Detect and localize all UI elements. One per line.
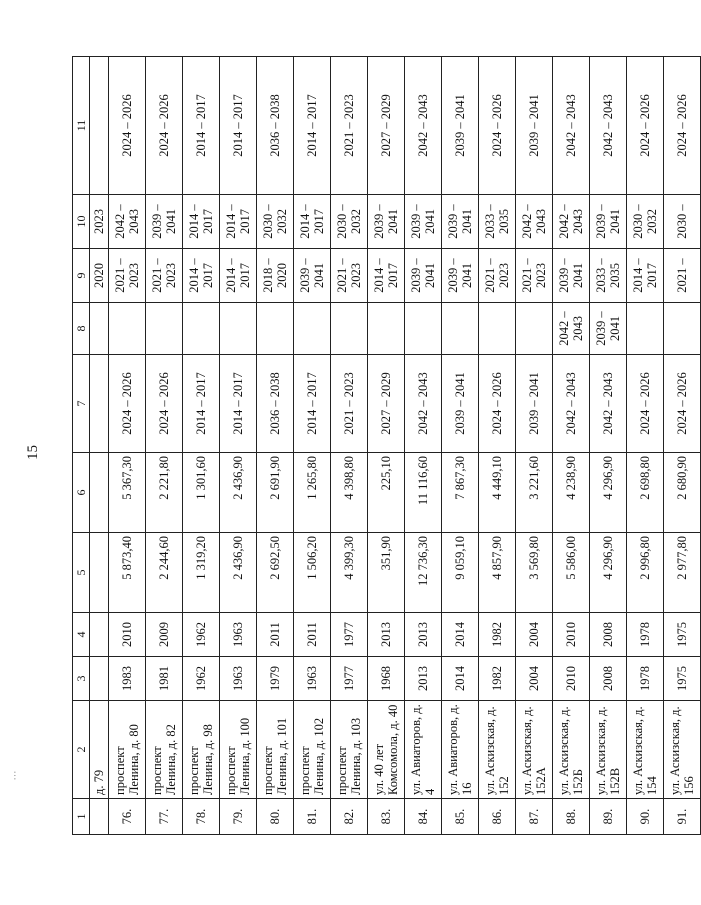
period-start: 2014 – [372, 258, 386, 293]
column-header: 8 [73, 303, 90, 355]
table-cell-period [183, 195, 220, 249]
table-cell-year: 2011 [257, 613, 294, 657]
period-start: 2039 – [446, 204, 460, 239]
period-start: 2021 – [150, 258, 164, 293]
table-cell-year: 1975 [664, 613, 701, 657]
table-cell-address: ул. Аскизская, д. 152А [516, 701, 553, 799]
period-end: 2041 [608, 316, 622, 341]
table-cell [90, 355, 109, 453]
table-cell-area: 4 238,90 [553, 453, 590, 533]
row-number: 82. [331, 799, 368, 835]
table-cell-period [109, 195, 146, 249]
row-number: 86. [479, 799, 516, 835]
table-cell-period [664, 303, 701, 355]
period-end: 2017 [312, 209, 326, 234]
column-header: 3 [73, 657, 90, 701]
table-cell-year: 2013 [405, 613, 442, 657]
table-cell-year: 1981 [146, 657, 183, 701]
table-cell [90, 533, 109, 613]
table-cell-period: 2039 – 2041 [442, 355, 479, 453]
table-cell-address: д. 79 [90, 701, 109, 799]
table-cell-period [664, 249, 701, 303]
table-cell-period: 2042 – 2043 [590, 355, 627, 453]
row-number: 81. [294, 799, 331, 835]
table-cell [90, 657, 109, 701]
table-cell-area: 4 296,90 [590, 533, 627, 613]
period-start: 2033 – [483, 204, 497, 239]
period-start: 2039 – [594, 311, 608, 346]
period-start: 2042 – [113, 204, 127, 239]
period-end: 2043 [571, 209, 585, 234]
table-cell-year: 1963 [220, 613, 257, 657]
table-cell-address: проспект Ленина, д. 82 [146, 701, 183, 799]
table-cell-period: 2036 – 2038 [257, 57, 294, 195]
period-end: 2017 [238, 263, 252, 288]
table-cell-year: 2010 [109, 613, 146, 657]
period-end: 2023 [164, 263, 178, 288]
row-number: 83. [368, 799, 405, 835]
column-header: 11 [73, 57, 90, 195]
period-end: 2023 [497, 263, 511, 288]
row-number: 84. [405, 799, 442, 835]
table-cell-period [405, 303, 442, 355]
table-cell-address: ул. Аскизская, д. 152 [479, 701, 516, 799]
header-row [73, 57, 90, 835]
table-cell-address: проспект Ленина, д. 98 [183, 701, 220, 799]
table-cell-period [553, 195, 590, 249]
table-cell-area: 3 221,60 [516, 453, 553, 533]
table-cell-year: 1982 [479, 613, 516, 657]
period-end: 2017 [645, 263, 659, 288]
table-cell-period [442, 303, 479, 355]
period-end: 2035 [497, 209, 511, 234]
table-cell-year: 1968 [368, 657, 405, 701]
period-end: 2043 [534, 209, 548, 234]
table-cell-year: 1963 [220, 657, 257, 701]
table-row [516, 57, 553, 835]
table-cell-area: 1 506,20 [294, 533, 331, 613]
period-start: 2039 – [409, 258, 423, 293]
row-number: 79. [220, 799, 257, 835]
table-cell-year: 2009 [146, 613, 183, 657]
period-start: 2030 – [335, 204, 349, 239]
table-cell-area: 2 692,50 [257, 533, 294, 613]
period-start: 2033 – [594, 258, 608, 293]
period-start: 2039 – [409, 204, 423, 239]
period-start: 2021 – [675, 258, 689, 293]
table-cell-address: проспект Ленина, д. 100 [220, 701, 257, 799]
table-cell-area: 5 367,30 [109, 453, 146, 533]
period-start: 2014 – [187, 204, 201, 239]
period-start: 2014 – [298, 204, 312, 239]
table-cell [90, 303, 109, 355]
table-cell-area: 1 265,80 [294, 453, 331, 533]
table-cell-period: 2024 – 2026 [146, 355, 183, 453]
table-cell-address: ул. Аскизская, д. 152В [590, 701, 627, 799]
table-row [405, 57, 442, 835]
period-start: 2021 – [520, 258, 534, 293]
table-cell-address: проспект Ленина, д. 80 [109, 701, 146, 799]
period-start: 2021 – [335, 258, 349, 293]
table-cell-area: 2 244,60 [146, 533, 183, 613]
table-cell-area: 7 867,30 [442, 453, 479, 533]
table-cell: 2023 [90, 195, 109, 249]
table-cell-area: 4 449,10 [479, 453, 516, 533]
table-cell-year: 2008 [590, 613, 627, 657]
period-end: 2041 [386, 209, 400, 234]
table-cell-period [146, 303, 183, 355]
table-cell-period [664, 195, 701, 249]
table-cell-period [220, 249, 257, 303]
table-row [553, 57, 590, 835]
rotated-table-wrapper [72, 57, 696, 835]
table-cell-area: 2 691,90 [257, 453, 294, 533]
table-cell-period [220, 195, 257, 249]
period-end: 2043 [127, 209, 141, 234]
table-cell-year: 1978 [627, 613, 664, 657]
period-start: 2030 – [631, 204, 645, 239]
period-start: 2042 – [557, 311, 571, 346]
table-cell-area: 1 319,20 [183, 533, 220, 613]
period-end: 2023 [127, 263, 141, 288]
period-end: 2017 [386, 263, 400, 288]
table-cell-period [294, 195, 331, 249]
table-cell [90, 799, 109, 835]
table-cell-address: ул. Аскизская, д. 156 [664, 701, 701, 799]
table-cell-period: 2014 – 2017 [183, 57, 220, 195]
table-cell-period: 2039 – 2041 [516, 57, 553, 195]
period-end: 2032 [349, 209, 363, 234]
period-end: 2041 [571, 263, 585, 288]
table-cell-period: 2042 – 2043 [405, 57, 442, 195]
period-end: 2017 [201, 263, 215, 288]
table-cell-address: проспект Ленина, д. 102 [294, 701, 331, 799]
table-cell-year: 2013 [405, 657, 442, 701]
table-cell-address: ул. Аскизская, д. 154 [627, 701, 664, 799]
table-cell-period [516, 303, 553, 355]
table-cell-year: 2010 [553, 613, 590, 657]
table-cell-period: 2021 – 2023 [331, 57, 368, 195]
period-end: 2023 [349, 263, 363, 288]
period-end: 2017 [238, 209, 252, 234]
table-cell-period: 2024 – 2026 [664, 355, 701, 453]
table-cell-period [220, 303, 257, 355]
table-cell-period [553, 303, 590, 355]
table-cell-year: 1977 [331, 657, 368, 701]
period-end: 2041 [608, 209, 622, 234]
period-start: 2030 – [261, 204, 275, 239]
table-cell-period [479, 303, 516, 355]
table-cell-area: 2 436,90 [220, 533, 257, 613]
table-cell-period: 2042 – 2043 [590, 57, 627, 195]
table-cell-period: 2024 – 2026 [627, 57, 664, 195]
table-cell-year: 1982 [479, 657, 516, 701]
table-cell-area: 11 116,60 [405, 453, 442, 533]
table-cell-period [590, 303, 627, 355]
table-cell-year: 2008 [590, 657, 627, 701]
table-cell-year: 1962 [183, 657, 220, 701]
table-row [220, 57, 257, 835]
table-cell-period [109, 249, 146, 303]
table-cell-period: 2039 – 2041 [516, 355, 553, 453]
period-end: 2017 [201, 209, 215, 234]
period-end: 2043 [571, 316, 585, 341]
table-cell-period: 2014 – 2017 [294, 57, 331, 195]
table-cell-area: 4 398,80 [331, 453, 368, 533]
table-cell-area: 5 873,40 [109, 533, 146, 613]
table-cell-period: 2021 – 2023 [331, 355, 368, 453]
table-cell-period: 2024 – 2026 [664, 57, 701, 195]
table-cell-address: ул. 40 лет Комсомола, д. 40 [368, 701, 405, 799]
column-header: 10 [73, 195, 90, 249]
table-cell-year: 2013 [368, 613, 405, 657]
period-end: 2023 [534, 263, 548, 288]
table-cell-year: 1963 [294, 657, 331, 701]
table-cell-period: 2014 – 2017 [220, 355, 257, 453]
table-cell-period: 2024 – 2026 [109, 355, 146, 453]
table-cell-period [627, 249, 664, 303]
row-number: 88. [553, 799, 590, 835]
period-start: 2039 – [557, 258, 571, 293]
table-cell-period [368, 195, 405, 249]
period-start: 2018 – [261, 258, 275, 293]
row-number: 87. [516, 799, 553, 835]
row-number: 91. [664, 799, 701, 835]
table-cell-area: 4 296,90 [590, 453, 627, 533]
period-start: 2042 – [557, 204, 571, 239]
table-row [442, 57, 479, 835]
row-number: 78. [183, 799, 220, 835]
table-cell-period [368, 249, 405, 303]
table-row [664, 57, 701, 835]
period-start: 2039 – [372, 204, 386, 239]
period-end: 2041 [460, 263, 474, 288]
table-row [257, 57, 294, 835]
table-cell-period [442, 249, 479, 303]
table-cell-period [442, 195, 479, 249]
period-start: 2014 – [224, 258, 238, 293]
period-end: 2041 [423, 209, 437, 234]
period-start: 2021 – [113, 258, 127, 293]
row-number: 85. [442, 799, 479, 835]
table-cell-period [405, 249, 442, 303]
table-cell-period: 2014 – 2017 [183, 355, 220, 453]
table-cell-period: 2039 – 2041 [442, 57, 479, 195]
table-cell-year: 1979 [257, 657, 294, 701]
table-cell-address: проспект Ленина, д. 103 [331, 701, 368, 799]
table-cell-year: 2004 [516, 613, 553, 657]
table-cell-area: 1 301,60 [183, 453, 220, 533]
table-cell-address: ул. Авиаторов, д. 16 [442, 701, 479, 799]
table-row [368, 57, 405, 835]
table-cell-period [627, 195, 664, 249]
column-header: 9 [73, 249, 90, 303]
table-cell-period [257, 195, 294, 249]
table-cell-period: 2027 – 2029 [368, 57, 405, 195]
column-header: 5 [73, 533, 90, 613]
table-cell-area: 5 586,00 [553, 533, 590, 613]
table-cell-area: 2 698,80 [627, 453, 664, 533]
period-end: 2041 [460, 209, 474, 234]
table-cell-period: 2024 – 2026 [627, 355, 664, 453]
column-header: 6 [73, 453, 90, 533]
period-end: 2041 [164, 209, 178, 234]
column-header: 2 [73, 701, 90, 799]
table-cell-period [183, 249, 220, 303]
table-row [294, 57, 331, 835]
table-cell-period [368, 303, 405, 355]
table-row [627, 57, 664, 835]
page-number: 15 [25, 445, 41, 460]
table-cell-period: 2027 – 2029 [368, 355, 405, 453]
table-cell-period [331, 249, 368, 303]
table-cell-year: 1978 [627, 657, 664, 701]
period-end: 2032 [275, 209, 289, 234]
table-row [183, 57, 220, 835]
table-cell-period: 2042 – 2043 [553, 57, 590, 195]
table-cell-year: 1962 [183, 613, 220, 657]
table-row [331, 57, 368, 835]
period-start: 2030 – [675, 204, 689, 239]
table-cell-period [479, 249, 516, 303]
column-header: 1 [73, 799, 90, 835]
period-end: 2035 [608, 263, 622, 288]
table-cell-area: 3 569,80 [516, 533, 553, 613]
table-cell-period [479, 195, 516, 249]
table-cell [90, 57, 109, 195]
row-number: 90. [627, 799, 664, 835]
table-cell-period [516, 195, 553, 249]
table-cell-period [590, 195, 627, 249]
period-start: 2039 – [298, 258, 312, 293]
table-cell [90, 453, 109, 533]
table-cell-year: 2011 [294, 613, 331, 657]
table-cell-period [405, 195, 442, 249]
table-cell-period: 2036 – 2038 [257, 355, 294, 453]
row-number: 89. [590, 799, 627, 835]
table-cell-area: 4 399,30 [331, 533, 368, 613]
table-cell-period [183, 303, 220, 355]
period-start: 2039 – [150, 204, 164, 239]
table-cell-period [590, 249, 627, 303]
table-cell-year: 2014 [442, 613, 479, 657]
row-number: 80. [257, 799, 294, 835]
table-cell-period [294, 303, 331, 355]
table-cell-area: 4 857,90 [479, 533, 516, 613]
table-cell-area: 2 680,90 [664, 453, 701, 533]
column-header: 4 [73, 613, 90, 657]
table-cell-period [257, 249, 294, 303]
table-cell-period: 2042 – 2043 [553, 355, 590, 453]
table-cell-area: 2 977,80 [664, 533, 701, 613]
table-cell-area: 2 436,90 [220, 453, 257, 533]
column-header: 7 [73, 355, 90, 453]
table-cell-period [331, 303, 368, 355]
table-row [109, 57, 146, 835]
table-cell-period: 2042 – 2043 [405, 355, 442, 453]
row-number: 77. [146, 799, 183, 835]
period-start: 2014 – [631, 258, 645, 293]
table-cell [90, 613, 109, 657]
row-number: 76. [109, 799, 146, 835]
table-cell-address: ул. Аскизская, д. 152Б [553, 701, 590, 799]
table-cell-area: 12 736,30 [405, 533, 442, 613]
table-cell-period [109, 303, 146, 355]
period-start: 2042 – [520, 204, 534, 239]
table-cell-area: 225,10 [368, 453, 405, 533]
table-cell-period [553, 249, 590, 303]
period-end: 2041 [312, 263, 326, 288]
table-cell-period: 2014 – 2017 [220, 57, 257, 195]
table-cell-period [627, 303, 664, 355]
period-end: 2032 [645, 209, 659, 234]
table-cell-period [146, 249, 183, 303]
table-cell-address: проспект Ленина, д. 101 [257, 701, 294, 799]
housing-repair-table [72, 56, 701, 835]
table-cell-year: 2014 [442, 657, 479, 701]
table-cell-area: 2 996,80 [627, 533, 664, 613]
table-cell-period: 2024 – 2026 [146, 57, 183, 195]
table-cell-area: 9 059,10 [442, 533, 479, 613]
table-cell-year: 2004 [516, 657, 553, 701]
table-row [146, 57, 183, 835]
table-row [590, 57, 627, 835]
period-start: 2014 – [187, 258, 201, 293]
stamp-mark: … [7, 770, 19, 781]
table-cell-year: 2010 [553, 657, 590, 701]
period-start: 2039 – [446, 258, 460, 293]
table-cell-period: 2024 – 2026 [479, 355, 516, 453]
table-cell-period [146, 195, 183, 249]
table-cell-period: 2024 – 2026 [479, 57, 516, 195]
table-cell-period: 2014 – 2017 [294, 355, 331, 453]
table-cell-area: 2 221,80 [146, 453, 183, 533]
table-cell-period [294, 249, 331, 303]
period-end: 2020 [275, 263, 289, 288]
table-row [479, 57, 516, 835]
table-cell-year: 1983 [109, 657, 146, 701]
table-row-continuation [90, 57, 109, 835]
table-cell-year: 1977 [331, 613, 368, 657]
table-cell-period [331, 195, 368, 249]
table-cell-address: ул. Авиаторов, д. 4 [405, 701, 442, 799]
table-cell-period: 2024 – 2026 [109, 57, 146, 195]
table-cell-year: 1975 [664, 657, 701, 701]
table-cell-period [516, 249, 553, 303]
period-start: 2014 – [224, 204, 238, 239]
period-start: 2021 – [483, 258, 497, 293]
table-cell: 2020 [90, 249, 109, 303]
period-start: 2039 – [594, 204, 608, 239]
period-end: 2041 [423, 263, 437, 288]
table-cell-period [257, 303, 294, 355]
table-cell-area: 351,90 [368, 533, 405, 613]
